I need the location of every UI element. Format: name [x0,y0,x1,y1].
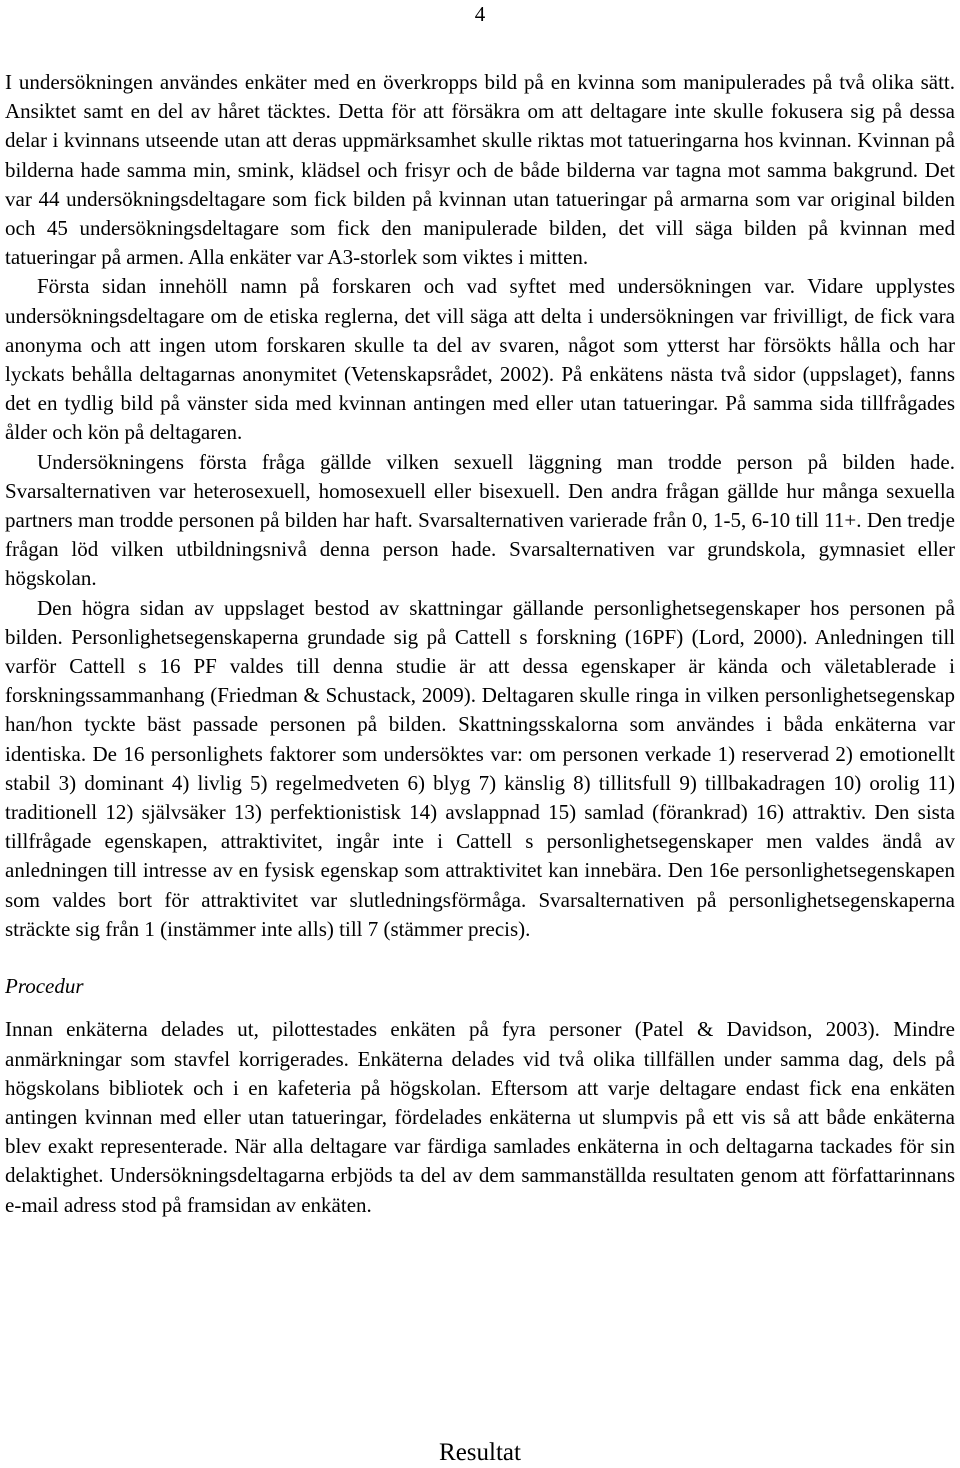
results-heading: Resultat [439,1439,521,1466]
page-number: 4 [474,2,486,26]
paragraph-questions: Undersökningens första fråga gällde vilken sexuell läggning man trodde person på bilden hade. Svarsalternativen var heterosexuell, homosexuell eller bisexuell. Den andra frågan gällde hur många sexuella partners man trodde personen på bilden har haft. Svarsalternativen varierade från 0, 1-5, 6-10 till 11+. Den tredje frågan löd vilken utbildningsnivå denna person hade. Svarsalternativen var grundskola, gymnasiet eller högskolan. [5,449,955,591]
paragraph-procedure: Innan enkäterna delades ut, pilottestades enkäten på fyra personer (Patel & Davidson, 2003). Mindre anmärkningar som stavfel korrigerades. Enkäterna delades vid två olika tillfällen under samma dag, dels på högskolans bibliotek och i en kafeteria på högskolan. Eftersom att varje deltagare endast fick ena enkäten antingen kvinnan med eller utan tatueringar, fördelades enkäterna ut slumpvis på ett vis så att både enkäterna blev exakt representerade. När alla deltagare var färdiga samlades enkäterna in och deltagarna tackades för sin delaktighet. Undersökningsdeltagarna erbjöds ta del av dem sammanställda resultaten genom att författarinnans e-mail adress stod på framsidan av enkäten. [5,1017,955,1217]
paragraph-personality-ratings: Den högra sidan av uppslaget bestod av skattningar gällande personlighetsegenskaper hos personen på bilden. Personlighetsegenskaperna grundade sig på Cattell s forskning (16PF) (Lord, 2000). Anledningen till varför Cattell s 16 PF valdes till denna studie är att dessa egenskaper är kända och väletablerade i forskningssammanhang (Friedman & Schustack, 2009). Deltagaren skulle ringa in vilken personlighetsegenskap han/hon tyckte bäst passade personen på bilden. Skattningsskalorna som användes i båda enkäterna var identiska. De 16 personlighets faktorer som undersöktes var: om personen verkade 1) reserverad 2) emotionellt stabil 3) dominant 4) livlig 5) regelmedveten 6) blyg 7) känslig 8) tillitsfull 9) tillbakadragen 10) orolig 11) traditionell 12) självsäker 13) perfektionistisk 14) avslappnad 15) samlad (förankrad) 16) attraktiv. Den sista tillfrågade egenskapen, attraktivitet, ingår inte i Cattell s personlighetsegenskaper men valdes ändå av anledningen till intresse av en fysisk egenskap som attraktivitet kan innebära. Den 16e personlighetsegenskapen som valdes bort för attraktivitet var slutledningsförmåga. Svarsalternativen på personlighetsegenskaperna sträckte sig från 1 (instämmer inte alls) till 7 (stämmer precis). [5,595,955,941]
paragraph-first-page: Första sidan innehöll namn på forskaren och vad syftet med undersökningen var. Vidare upplystes undersökningsdeltagare om de etiska reglerna, det vill säga att delta i undersökningen var frivilligt, de fick vara anonyma och att ingen utom forskaren skulle ta del av svaren, något som ytterst har försökts hålla och har lyckats behålla deltagarnas anonymitet (Vetenskapsrådet, 2002). På enkätens nästa två sidor (uppslaget), fanns det en tydlig bild på vänster sida med kvinnan antingen med eller utan tatueringar. På samma sida tillfrågades ålder och kön på deltagaren. [5,274,955,445]
spacer [5,944,955,972]
spacer [5,1001,955,1015]
body-text [5,68,955,1220]
paragraph-method-material: I undersökningen användes enkäter med en överkropps bild på en kvinna som manipulerades på två olika sätt. Ansiktet samt en del av håret täcktes. Detta för att försäkra om att deltagare inte skulle fokusera sig på dessa delar i kvinnans utseende utan att deras uppmärksamhet skulle riktas mot tatueringarna hos kvinnan. Kvinnan på bilderna hade samma min, smink, klädsel och frisyr och de både bilderna var tagna mot samma bakgrund. Det var 44 undersökningsdeltagare som fick bilden på kvinnan utan tatueringar på armarna som var original bilden och 45 undersökningsdeltagare som fick den manipulerade bilden, det vill säga bilden på kvinnan med tatueringar på armen. Alla enkäter var A3-storlek som viktes i mitten. [5,70,955,270]
procedure-heading: Procedur [5,974,84,999]
